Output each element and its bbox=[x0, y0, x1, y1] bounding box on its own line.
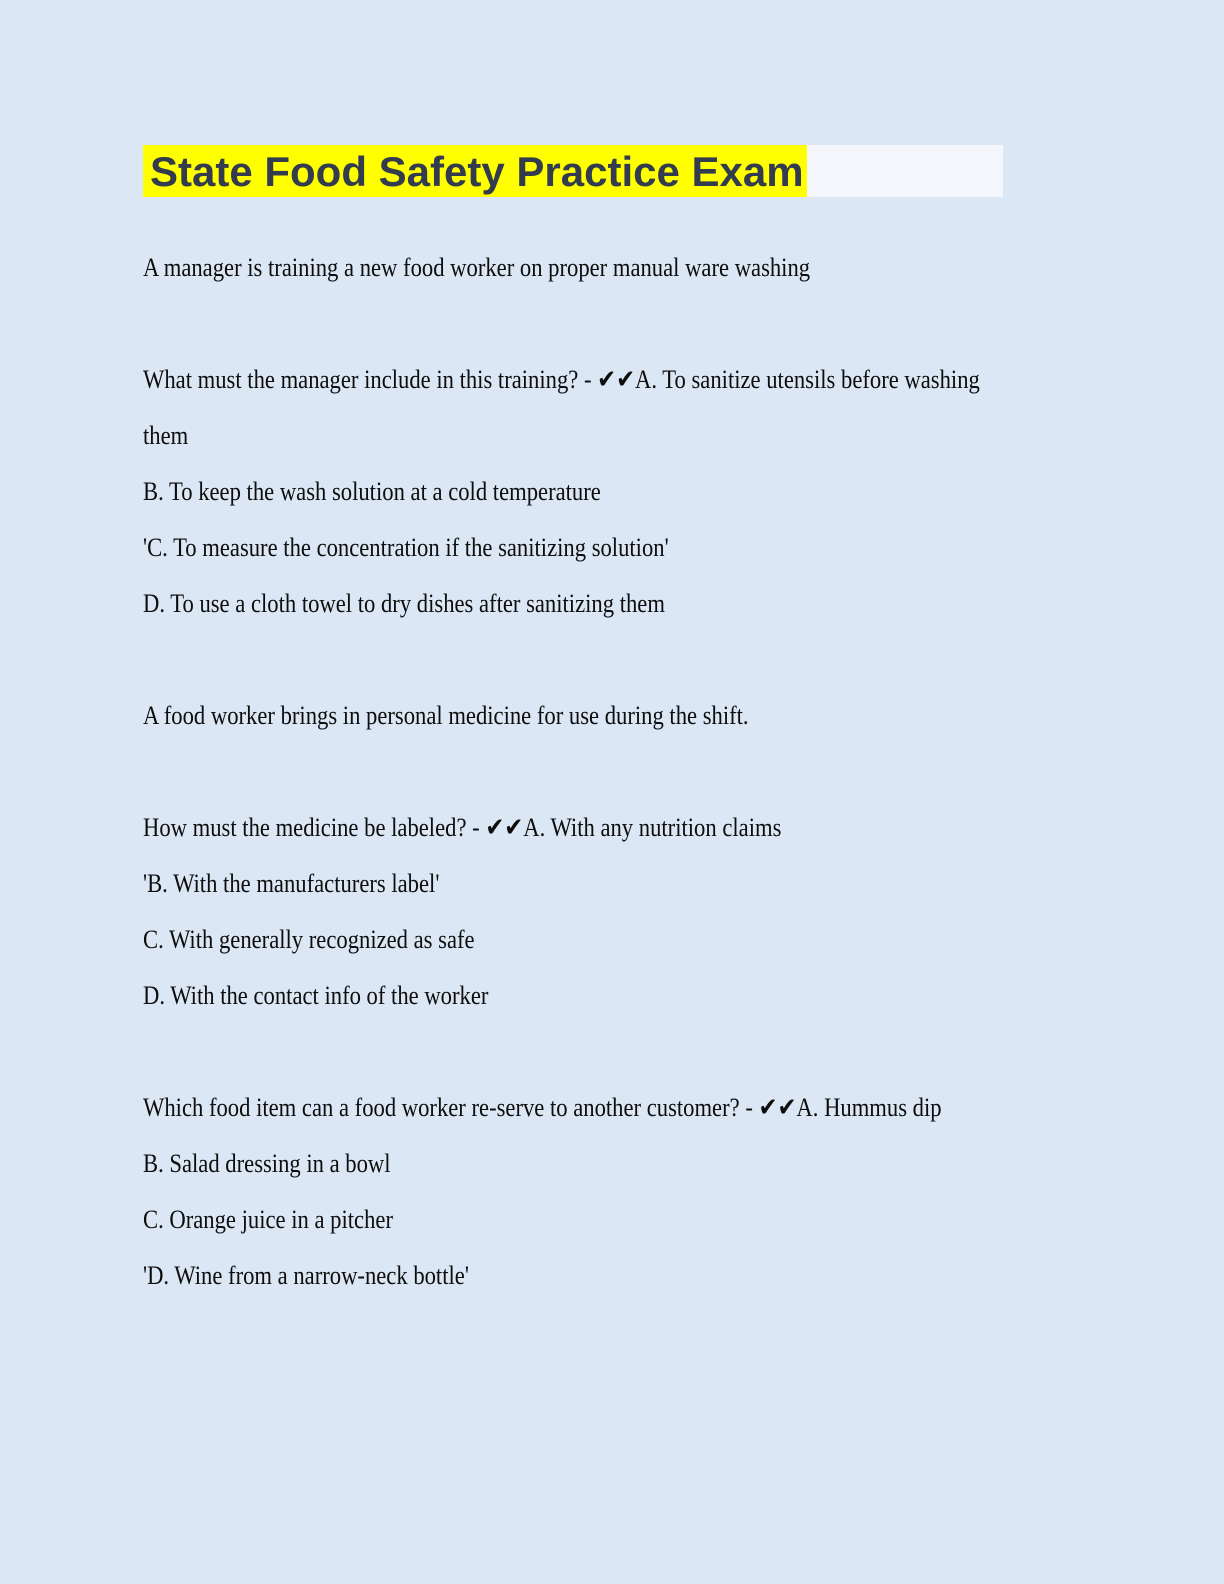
question-text-line: Which food item can a food worker re-serve to another customer? - ✔✔A. Hummus dip bbox=[143, 1093, 942, 1122]
option-text: B. To keep the wash solution at a cold temperature bbox=[143, 477, 601, 506]
question-text-line: How must the medicine be labeled? - ✔✔A. With any nutrition claims bbox=[143, 813, 782, 842]
page-title: State Food Safety Practice Exam bbox=[143, 145, 807, 197]
question-text-line: them bbox=[143, 421, 189, 450]
question-context: A manager is training a new food worker on proper manual ware washing bbox=[143, 253, 811, 282]
option-text: 'D. Wine from a narrow-neck bottle' bbox=[143, 1261, 469, 1290]
question-context: A food worker brings in personal medicine for use during the shift. bbox=[143, 701, 749, 730]
question-block-1 bbox=[143, 240, 1224, 632]
option-text: 'C. To measure the concentration if the sanitizing solution' bbox=[143, 533, 669, 562]
option-text: B. Salad dressing in a bowl bbox=[143, 1149, 391, 1178]
question-block-2 bbox=[143, 688, 1224, 1024]
question-block-3 bbox=[143, 1080, 1224, 1304]
option-text: D. With the contact info of the worker bbox=[143, 981, 489, 1010]
option-text: D. To use a cloth towel to dry dishes after sanitizing them bbox=[143, 589, 665, 618]
option-text: C. With generally recognized as safe bbox=[143, 925, 475, 954]
title-row bbox=[143, 0, 1224, 197]
option-text: C. Orange juice in a pitcher bbox=[143, 1205, 393, 1234]
option-text: 'B. With the manufacturers label' bbox=[143, 869, 440, 898]
question-text-line: What must the manager include in this training? - ✔✔A. To sanitize utensils before washing bbox=[143, 365, 980, 394]
title-highlight-tail bbox=[807, 145, 1003, 197]
exam-body bbox=[143, 240, 1224, 1304]
